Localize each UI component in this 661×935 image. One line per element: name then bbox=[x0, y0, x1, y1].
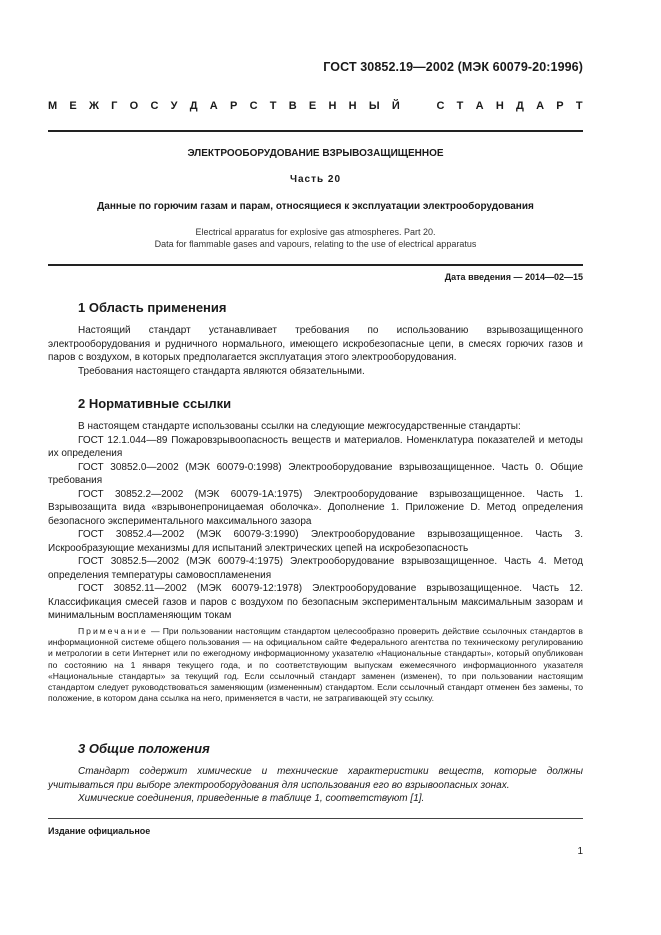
banner-letter: Д bbox=[189, 100, 198, 112]
section-3-heading: 3 Общие положения bbox=[78, 741, 210, 756]
banner-letter: Т bbox=[269, 100, 277, 112]
note-text: — При пользовании настоящим стандартом целесообразно проверить действие ссылочных стандартов в информационной системе общего пользования — на официальном сайте Федерального агентства по техническому регулированию и метрологии в сети Интернет или по ежегодному информационному указателю «Национальные стандарты», который опубликован по состоянию на 1 января текущего года, и по соответствующим выпускам ежемесячного информационного указателя «Национальные стандарты» за текущий год. Если ссылочный стандарт заменен (изменен), то при пользовании настоящим стандартом следует руководствоваться заменяющим (измененным) стандартом. Если ссылочный стандарт отменен без замены, то положение, в котором дана ссылка на него, применяется в части, не затрагивающей эту ссылку. bbox=[48, 626, 583, 704]
section-3-body bbox=[48, 765, 583, 806]
paragraph: Химические соединения, приведенные в таблице 1, соответствуют [1]. bbox=[78, 793, 425, 804]
paragraph: Настоящий стандарт устанавливает требования по использованию взрывозащищенного электрооборудования и рудничного нормального, имеющего искробезопасные цепи, в смесях горючих газов и паров с воздухом, в которых предполагается эксплуатация этого электрооборудования. bbox=[48, 325, 583, 363]
title-divider bbox=[48, 264, 583, 266]
document-part: Часть 20 bbox=[289, 174, 342, 185]
section-2-body bbox=[48, 420, 583, 623]
banner-letter: Н bbox=[328, 100, 337, 112]
english-title bbox=[48, 226, 583, 250]
banner-letter: С bbox=[249, 100, 258, 112]
banner-letter: Й bbox=[391, 100, 400, 112]
banner-letter: О bbox=[129, 100, 139, 112]
section-2-heading: 2 Нормативные ссылки bbox=[78, 396, 232, 411]
banner-letter: У bbox=[170, 100, 178, 112]
banner-letter: Ж bbox=[88, 100, 99, 112]
document-subtitle: Данные по горючим газам и парам, относящиеся к эксплуатации электрооборудования bbox=[97, 201, 534, 212]
interstate-standard-banner bbox=[48, 100, 583, 112]
banner-letter: С bbox=[436, 100, 445, 112]
banner-letter: М bbox=[48, 100, 58, 112]
reference-item: ГОСТ 30852.4—2002 (МЭК 60079-3:1990) Электрооборудование взрывозащищенное. Часть 3. Искрообразующие механизмы для испытаний электрических цепей на искробезопасность bbox=[48, 529, 583, 554]
references-note bbox=[48, 626, 583, 704]
english-title-line: Data for flammable gases and vapours, relating to the use of electrical apparatus bbox=[154, 239, 477, 249]
banner-letter: А bbox=[536, 100, 545, 112]
banner-letter: Т bbox=[575, 100, 583, 112]
english-title-line: Electrical apparatus for explosive gas atmospheres. Part 20. bbox=[195, 227, 436, 237]
footer-divider bbox=[48, 818, 583, 819]
reference-item: ГОСТ 12.1.044—89 Пожаровзрывоопасность веществ и материалов. Номенклатура показателей и методы их определения bbox=[48, 434, 583, 459]
banner-letter: Е bbox=[308, 100, 317, 112]
reference-item: ГОСТ 30852.11—2002 (МЭК 60079-12:1978) Электрооборудование взрывозащищенное. Часть 12. Классификация смесей газов и паров с воздухом по безопасным экспериментальным максимальным зазорам и минимальным воспламеняющим токам bbox=[48, 583, 583, 621]
banner-letter: Т bbox=[456, 100, 464, 112]
header-divider bbox=[48, 130, 583, 132]
page-number: 1 bbox=[577, 846, 583, 857]
standard-code: ГОСТ 30852.19—2002 (МЭК 60079-20:1996) bbox=[323, 60, 583, 74]
paragraph: В настоящем стандарте использованы ссылки на следующие межгосударственные стандарты: bbox=[78, 421, 521, 432]
banner-letter: Н bbox=[348, 100, 357, 112]
edition-label: Издание официальное bbox=[48, 826, 151, 836]
banner-letter: Е bbox=[69, 100, 77, 112]
banner-letter: Д bbox=[516, 100, 524, 112]
banner-letter: А bbox=[475, 100, 484, 112]
banner-letter: Н bbox=[495, 100, 504, 112]
paragraph: Требования настоящего стандарта являются обязательными. bbox=[78, 365, 365, 377]
section-1-heading: 1 Область применения bbox=[78, 300, 227, 315]
banner-letter: Р bbox=[556, 100, 564, 112]
banner-letter: Ы bbox=[368, 100, 380, 112]
introduction-date: Дата введения — 2014—02—15 bbox=[444, 272, 583, 282]
banner-letter: А bbox=[209, 100, 218, 112]
banner-letter: В bbox=[288, 100, 297, 112]
banner-letter: С bbox=[150, 100, 159, 112]
note-label: Примечание bbox=[78, 626, 148, 636]
banner-letter: Г bbox=[111, 100, 118, 112]
reference-item: ГОСТ 30852.0—2002 (МЭК 60079-0:1998) Электрооборудование взрывозащищенное. Часть 0. Общие требования bbox=[48, 461, 583, 486]
document-title: ЭЛЕКТРООБОРУДОВАНИЕ ВЗРЫВОЗАЩИЩЕННОЕ bbox=[187, 148, 444, 159]
reference-item: ГОСТ 30852.2—2002 (МЭК 60079-1А:1975) Электрооборудование взрывозащищенное. Часть 1. Взрывозащита вида «взрывонепроницаемая оболочка». Дополнение 1. Приложение D. Метод определения безопасного экспериментального максимального зазора bbox=[48, 488, 583, 527]
banner-letter: Р bbox=[229, 100, 238, 112]
paragraph: Стандарт содержит химические и технические характеристики веществ, которые должны учитываться при выборе электрооборудования для использования его во взрывоопасных зонах. bbox=[48, 766, 583, 791]
reference-item: ГОСТ 30852.5—2002 (МЭК 60079-4:1975) Электрооборудование взрывозащищенное. Часть 4. Метод определения температуры самовоспламенения bbox=[48, 556, 583, 581]
section-1-body bbox=[48, 324, 583, 378]
